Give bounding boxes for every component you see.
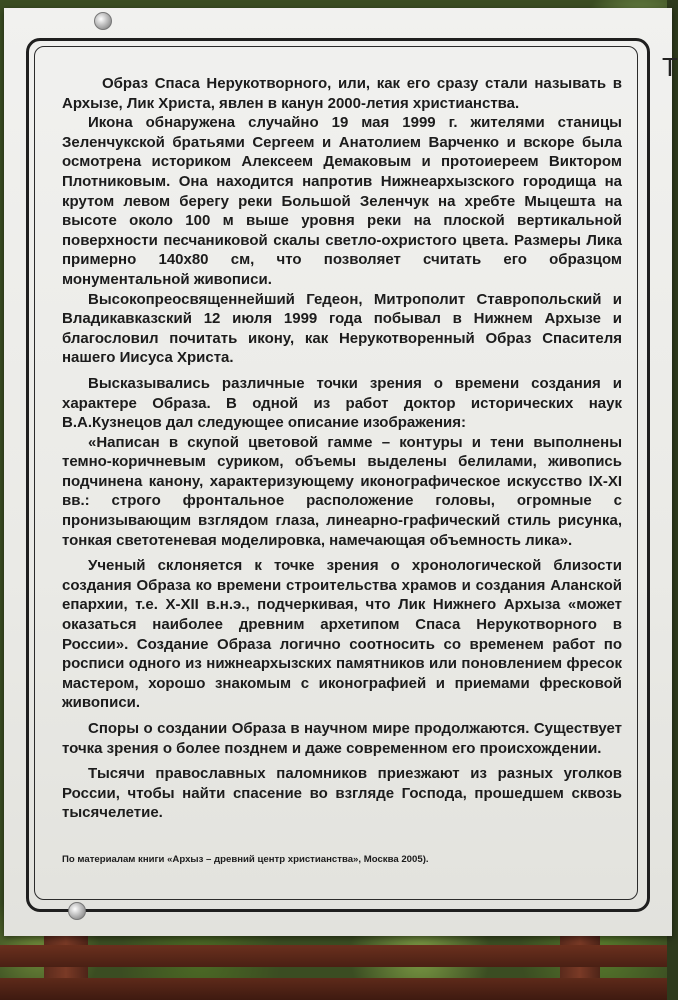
sign-board — [4, 8, 678, 936]
source-footnote: По материалам книги «Архыз – древний центр христианства», Москва 2005). — [62, 854, 429, 865]
paragraph-blessing: Высокопреосвященнейший Гедеон, Митрополит Ставропольский и Владикавказский 12 июля 1999 года побывал в Нижнем Архызе и благословил почитать икону, как Нерукотворенный Образ Спасителя нашего Иисуса Христа. — [62, 290, 622, 367]
edge-letter: Т — [662, 52, 678, 82]
paragraph-intro: Образ Спаса Нерукотворного, или, как его сразу стали называть в Архызе, Лик Христа, явлен в канун 2000-летия христианства. — [62, 75, 622, 112]
paragraph-views: Высказывались различные точки зрения о времени создания и характере Образа. В одной из работ доктор исторических наук В.А.Кузнецов дал следующее описание изображения: — [62, 374, 622, 432]
screw-top — [94, 12, 112, 30]
paragraph-pilgrims: Тысячи православных паломников приезжают из разных уголков России, чтобы найти спасение во взгляде Господа, прошедшем сквозь тысячелетие. — [62, 765, 622, 822]
wooden-rail-top — [0, 945, 667, 967]
paragraph-quote: «Написан в скупой цветовой гамме – контуры и тени выполнены темно-коричневым суриком, объемы выделены белилами, живопись подчинена канону, характеризующему иконографическое искусство IX-XI вв.: строго фронтальное расположение головы, огромные с пронизывающим взглядом глаза, линеарно-графический стиль рисунка, тонкая светотеневая моделировка, намечающая объемность лика». — [62, 433, 622, 549]
sign-text — [62, 74, 622, 823]
screw-bottom — [68, 902, 86, 920]
paragraph-scholar: Ученый склоняется к точке зрения о хронологической близости создания Образа ко времени строительства храмов и создания Аланской епархии, т.е. X-XII в.н.э., подчеркивая, что Лик Нижнего Архыза «может оказаться наиболее древним архетипом Спаса Нерукотворного в России». Создание Образа логично соотносить со временем работ по росписи одного из нижнеархызских памятников или поновлением фресок мастером, хорошо знакомым с иконографией и приемами фресковой живописи. — [62, 557, 622, 712]
paragraph-debate: Споры о создании Образа в научном мире продолжаются. Существует точка зрения о более позднем и даже современном его происхождении. — [62, 720, 622, 757]
paragraph-discovery: Икона обнаружена случайно 19 мая 1999 г. жителями станицы Зеленчукской братьями Сергеем и Анатолием Варченко и вскоре была осмотрена историком Алексеем Демаковым и протоиереем Виктором Плотниковым. Она находится напротив Нижнеархызского городища на крутом левом берегу реки Большой Зеленчук на хребте Мыцешта на высоте около 100 м выше уровня реки на плоской вертикальной поверхности песчаниковой скалы светло-охристого цвета. Размеры Лика примерно 140х80 см, что позволяет считать его образцом монументальной живописи. — [62, 114, 622, 288]
wooden-rail-bottom — [0, 978, 667, 1000]
